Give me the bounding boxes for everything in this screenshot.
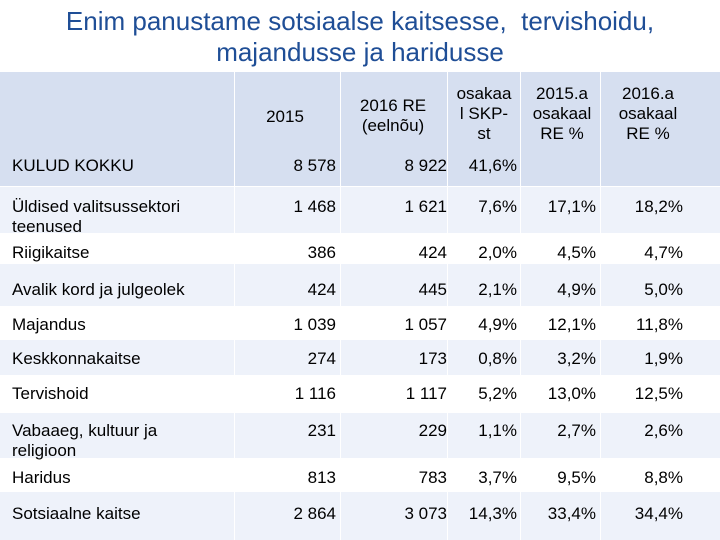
cell-2016: 1 117 <box>405 384 447 403</box>
column-divider <box>234 72 235 540</box>
cell-2016: 1 621 <box>404 197 447 216</box>
row-label: Majandus <box>12 315 86 334</box>
cell-share-gdp: 2,0% <box>478 243 517 262</box>
cell-2016: 424 <box>418 243 447 262</box>
row-label: Sotsiaalne kaitse <box>12 504 141 523</box>
cell-share-gdp: 41,6% <box>468 156 517 175</box>
cell-2016-share: 34,4% <box>634 504 683 523</box>
title-line-2: majandusse ja haridusse <box>216 37 504 67</box>
row-divider <box>0 186 720 187</box>
cell-2015: 424 <box>307 280 336 299</box>
cell-2015-share: 12,1% <box>547 315 596 334</box>
cell-2016-share: 1,9% <box>644 349 683 368</box>
cell-2016: 3 073 <box>404 504 447 523</box>
cell-2016-share: 11,8% <box>636 315 683 334</box>
cell-2016-share: 12,5% <box>634 384 683 403</box>
cell-2016: 8 922 <box>404 156 447 175</box>
cell-2016-share: 4,7% <box>644 243 683 262</box>
header-2015: 2015 <box>266 107 304 126</box>
cell-2016-share: 8,8% <box>644 468 683 487</box>
cell-share-gdp: 4,9% <box>478 315 517 334</box>
cell-2016: 445 <box>418 280 447 299</box>
row-label: Avalik kord ja julgeolek <box>12 280 185 299</box>
column-divider <box>340 72 341 540</box>
cell-2015-share: 4,5% <box>557 243 596 262</box>
page-title <box>0 6 720 68</box>
cell-2016: 783 <box>418 468 447 487</box>
row-label: KULUD KOKKU <box>12 156 134 175</box>
cell-share-gdp: 3,7% <box>478 468 517 487</box>
row-label: Keskkonnakaitse <box>12 349 141 368</box>
cell-share-gdp: 7,6% <box>478 197 517 216</box>
cell-2015-share: 9,5% <box>557 468 596 487</box>
cell-share-gdp: 5,2% <box>478 384 517 403</box>
cell-2015: 2 864 <box>293 504 336 523</box>
row-label: Üldised valitsussektori teenused <box>12 197 181 236</box>
cell-2015: 386 <box>307 243 336 262</box>
cell-2015: 1 039 <box>293 315 336 334</box>
cell-2015: 231 <box>307 421 336 440</box>
cell-2016: 1 057 <box>404 315 447 334</box>
cell-2016-share: 2,6% <box>644 421 683 440</box>
cell-share-gdp: 1,1% <box>478 421 517 440</box>
row-label: Tervishoid <box>12 384 89 403</box>
cell-2015: 813 <box>307 468 336 487</box>
cell-2016: 229 <box>418 421 447 440</box>
cell-2015-share: 4,9% <box>557 280 596 299</box>
cell-2015: 8 578 <box>293 156 336 175</box>
header-2016-share: 2016.a osakaal RE % <box>618 84 678 143</box>
row-label: Vabaaeg, kultuur ja religioon <box>12 421 158 460</box>
cell-2016-share: 18,2% <box>634 197 683 216</box>
cell-2015-share: 2,7% <box>557 421 596 440</box>
cell-share-gdp: 14,3% <box>468 504 517 523</box>
header-2016-re: 2016 RE (eelnõu) <box>359 96 427 135</box>
cell-2016: 173 <box>418 349 447 368</box>
header-share-gdp: osakaa l SKP- st <box>456 84 512 143</box>
cell-2015-share: 13,0% <box>547 384 596 403</box>
cell-2015: 274 <box>307 349 336 368</box>
header-2015-share: 2015.a osakaal RE % <box>532 84 592 143</box>
cell-2015-share: 33,4% <box>547 504 596 523</box>
cell-2016-share: 5,0% <box>644 280 683 299</box>
cell-share-gdp: 2,1% <box>478 280 517 299</box>
cell-2015: 1 116 <box>294 384 336 403</box>
title-line-1: Enim panustame sotsiaalse kaitsesse, tervishoidu, <box>65 6 655 36</box>
cell-2015: 1 468 <box>293 197 336 216</box>
row-label: Riigikaitse <box>12 243 90 262</box>
cell-share-gdp: 0,8% <box>478 349 517 368</box>
row-label: Haridus <box>12 468 71 487</box>
cell-2015-share: 3,2% <box>557 349 596 368</box>
cell-2015-share: 17,1% <box>547 197 596 216</box>
